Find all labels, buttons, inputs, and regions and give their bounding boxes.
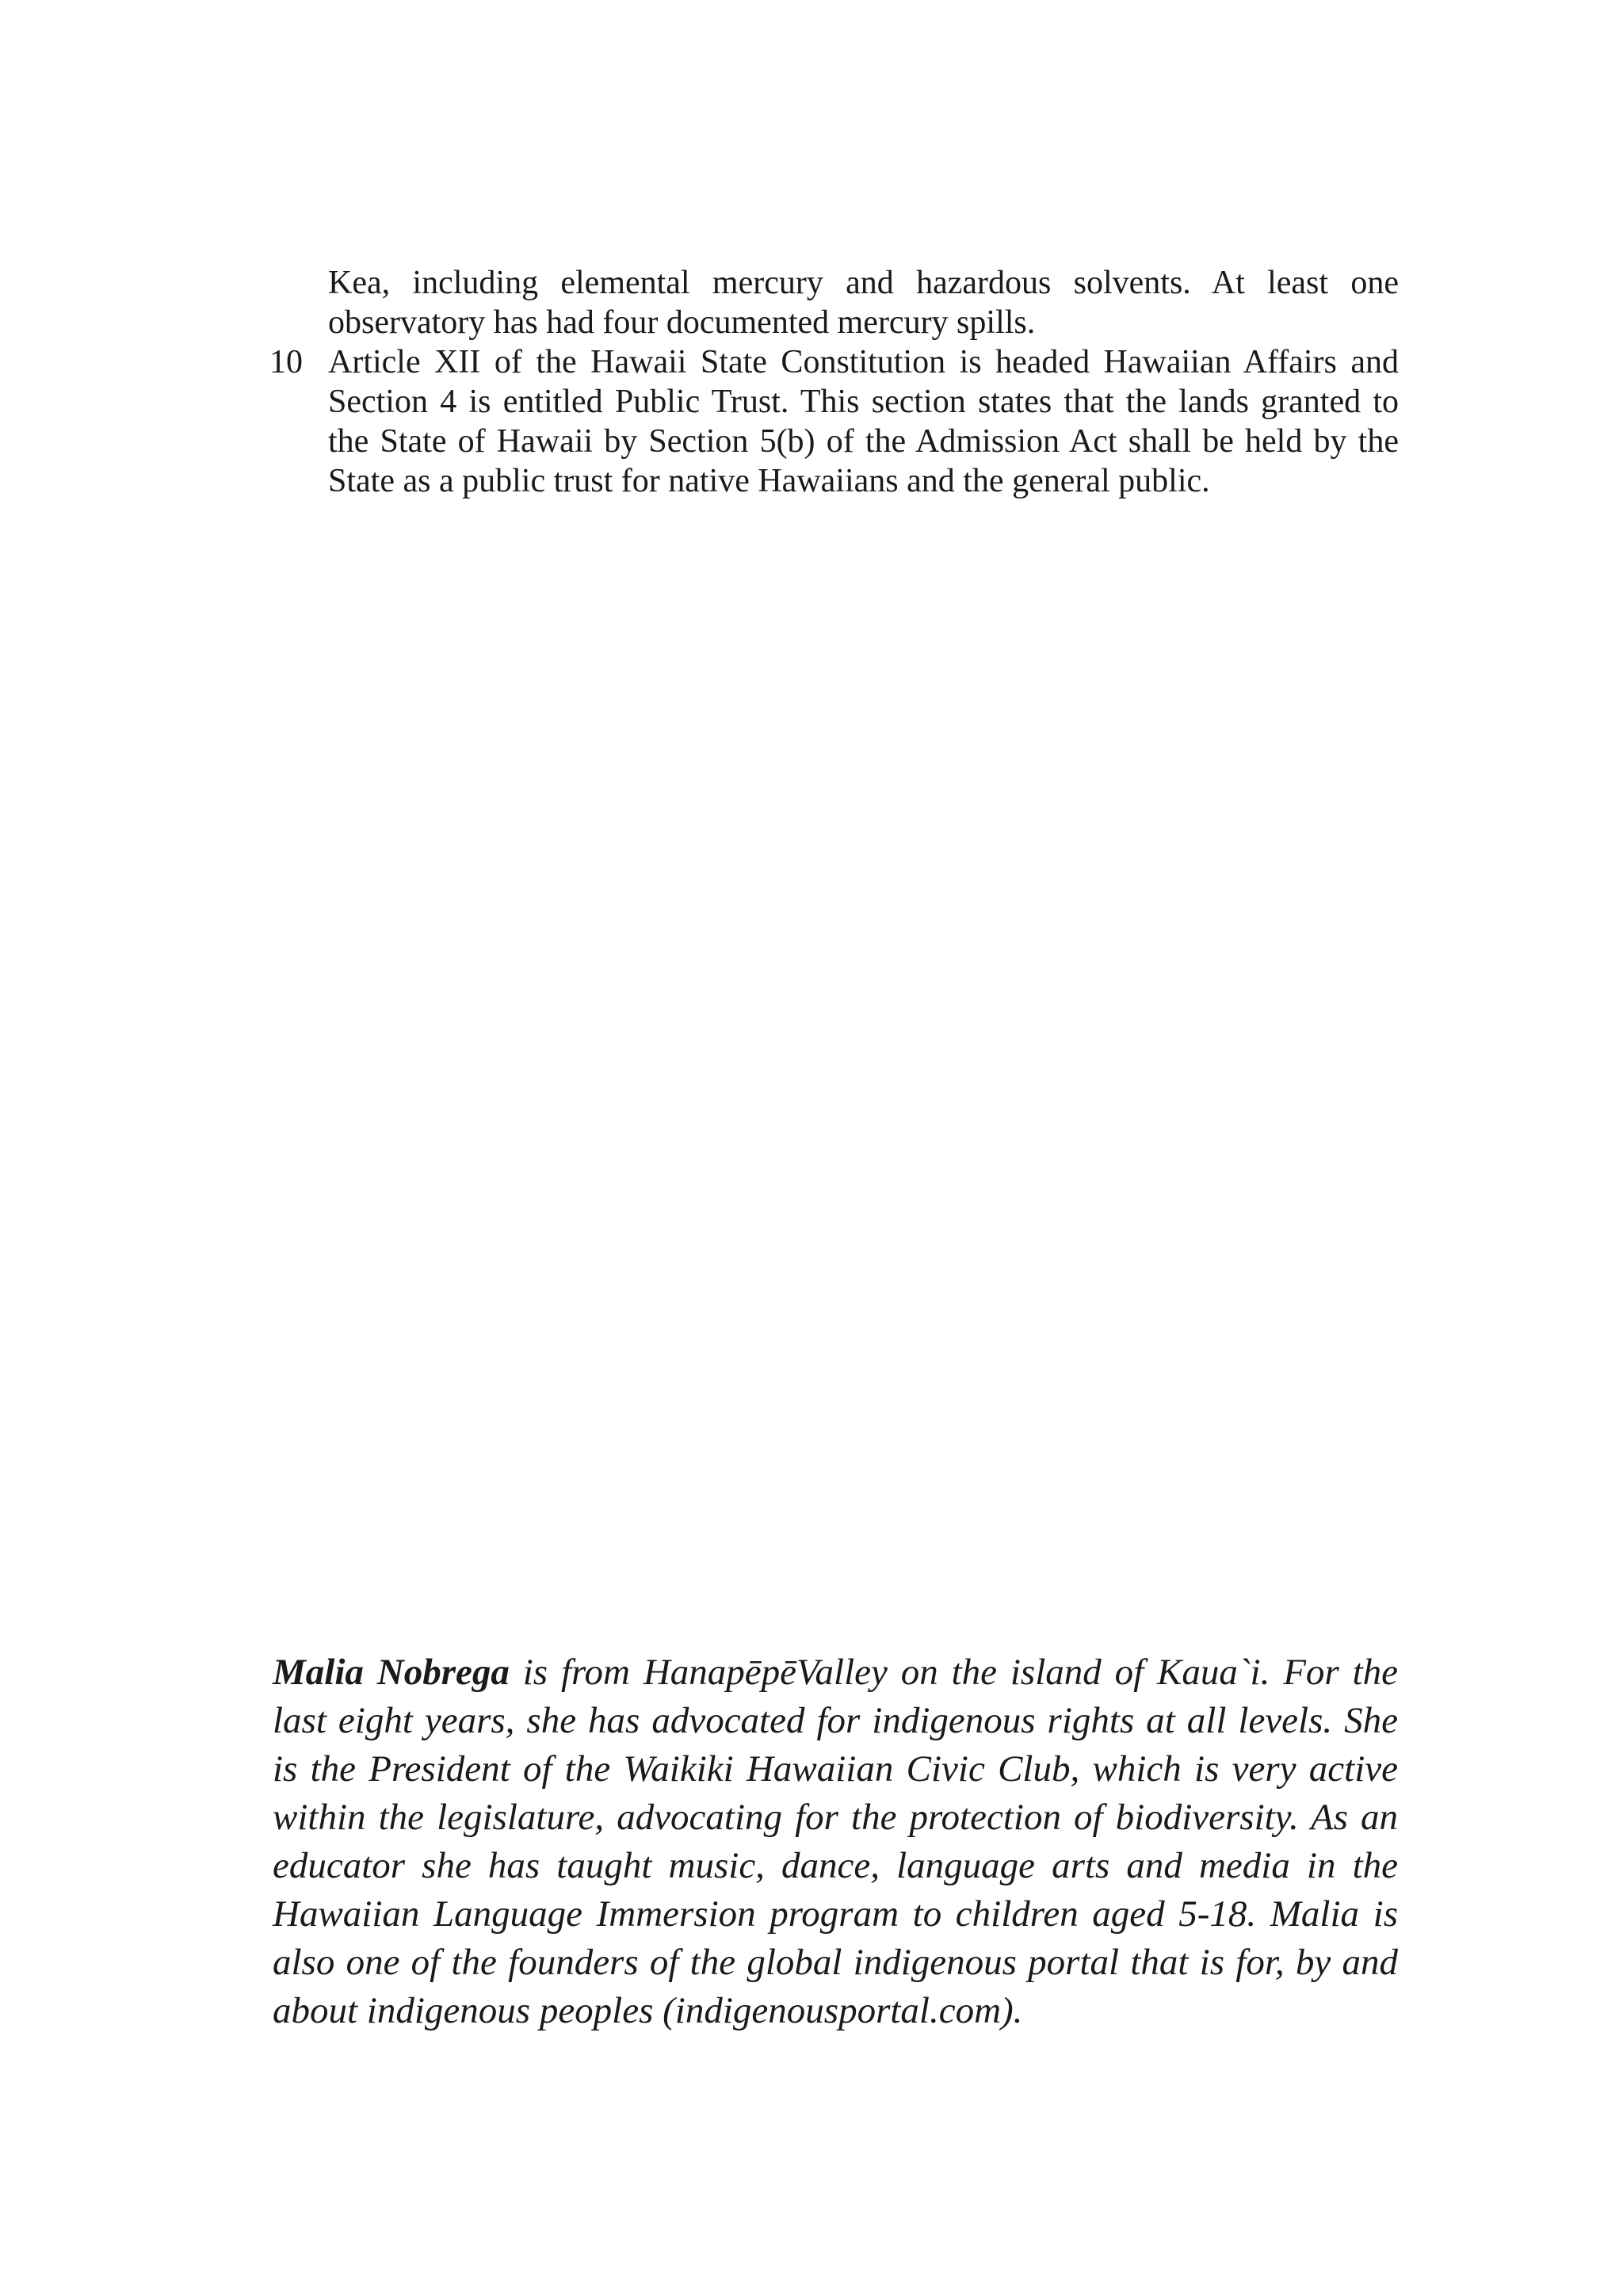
endnote-10 — [269, 342, 1399, 501]
author-name: Malia Nobrega — [273, 1652, 510, 1693]
endnote-continued — [269, 263, 1399, 342]
author-bio — [273, 1648, 1398, 2035]
author-bio-text: is from HanapēpēValley on the island of Kaua`i. For the last eight years, she has advocated for indigenous rights at all levels. She is the President of the Waikiki Hawaiian Civic Club, which is very active within the legislature, advocating for the protection of biodiversity. As an educator she has taught music, dance, language arts and media in the Hawaiian Language Immersion program to children aged 5-18. Malia is also one of the founders of the global indigenous portal that is for, by and about indigenous peoples (indigenousportal.com). — [273, 1652, 1399, 2031]
endnotes — [269, 263, 1399, 501]
endnote-number: 10 — [269, 344, 303, 380]
endnote-text: Article XII of the Hawaii State Constitution is headed Hawaiian Affairs and Section 4 is entitled Public Trust. This section states that the lands granted to the State of Hawaii by Section 5(b) of the Admission Act shall be held by the State as a public trust for native Hawaiians and the general public. — [328, 344, 1399, 499]
endnote-text: Kea, including elemental mercury and hazardous solvents. At least one observatory has had four documented mercury spills. — [328, 265, 1399, 341]
